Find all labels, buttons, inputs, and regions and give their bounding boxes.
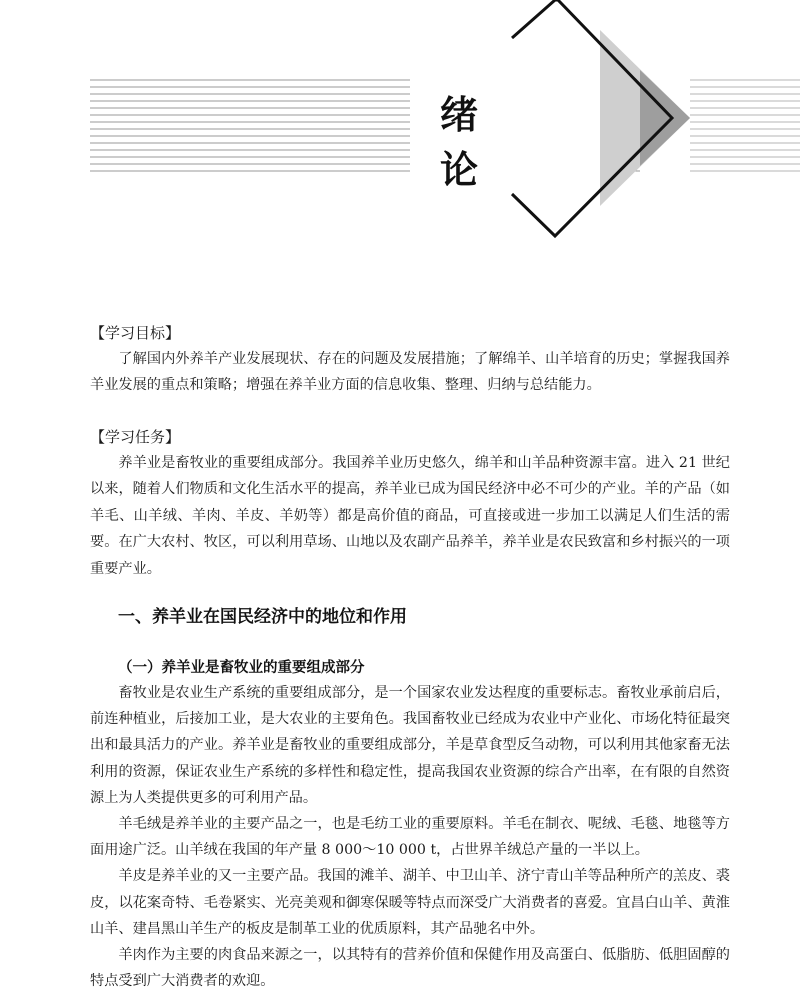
chapter-header-decoration bbox=[0, 0, 800, 240]
body-paragraph: 羊肉作为主要的肉食品来源之一，以其特有的营养价值和保健作用及高蛋白、低脂肪、低胆固醇的特点受到广大消费者的欢迎。 bbox=[90, 947, 730, 990]
section-heading: 一、养羊业在国民经济中的地位和作用 bbox=[118, 607, 407, 627]
tasks-block bbox=[90, 426, 730, 582]
body-paragraph: 羊皮是养羊业的又一主要产品。我国的滩羊、湖羊、中卫山羊、济宁青山羊等品种所产的羔皮、裘皮，以花案奇特、毛卷紧实、光亮美观和御寒保暖等特点而深受广大消费者的喜爱。宜昌白山羊、黄淮山羊、建昌黑山羊生产的板皮是制革工业的优质原料，其产品驰名中外。 bbox=[90, 868, 730, 937]
objectives-label: 【学习目标】 bbox=[90, 324, 181, 342]
chapter-title: 绪 论 bbox=[440, 93, 497, 192]
subsection-heading: （一）养羊业是畜牧业的重要组成部分 bbox=[118, 660, 365, 676]
body-paragraph: 畜牧业是农业生产系统的重要组成部分，是一个国家农业发达程度的重要标志。畜牧业承前启后，前连种植业，后接加工业，是大农业的主要角色。我国畜牧业已经成为农业中产业化、市场化特征最突出和最具活力的产业。养羊业是畜牧业的重要组成部分，羊是草食型反刍动物，可以利用其他家畜无法利用的资源，保证农业生产系统的多样性和稳定性，提高我国农业资源的综合产出率，在有限的自然资源上为人类提供更多的可利用产品。 bbox=[90, 685, 730, 806]
objectives-block bbox=[90, 322, 730, 399]
objectives-text: 了解国内外养羊产业发展现状、存在的问题及发展措施；了解绵羊、山羊培育的历史；掌握我国养羊业发展的重点和策略；增强在养羊业方面的信息收集、整理、归纳与总结能力。 bbox=[90, 351, 730, 394]
tasks-text: 养羊业是畜牧业的重要组成部分。我国养羊业历史悠久，绵羊和山羊品种资源丰富。进入 21 世纪以来，随着人们物质和文化生活水平的提高，养羊业已成为国民经济中必不可少的产业。羊的产品（如羊毛、山羊绒、羊肉、羊皮、羊奶等）都是高价值的商品，可直接或进一步加工以满足人们生活的需要。在广大农村、牧区，可以利用草场、山地以及农副产品养羊，养羊业是农民致富和乡村振兴的一项重要产业。 bbox=[90, 455, 730, 577]
body-paragraph: 羊毛绒是养羊业的主要产品之一，也是毛纺工业的重要原料。羊毛在制衣、呢绒、毛毯、地毯等方面用途广泛。山羊绒在我国的年产量 8 000～10 000 t，占世界羊绒总产量的一半以上。 bbox=[90, 816, 730, 859]
body-text bbox=[90, 680, 730, 994]
tasks-label: 【学习任务】 bbox=[90, 428, 181, 446]
